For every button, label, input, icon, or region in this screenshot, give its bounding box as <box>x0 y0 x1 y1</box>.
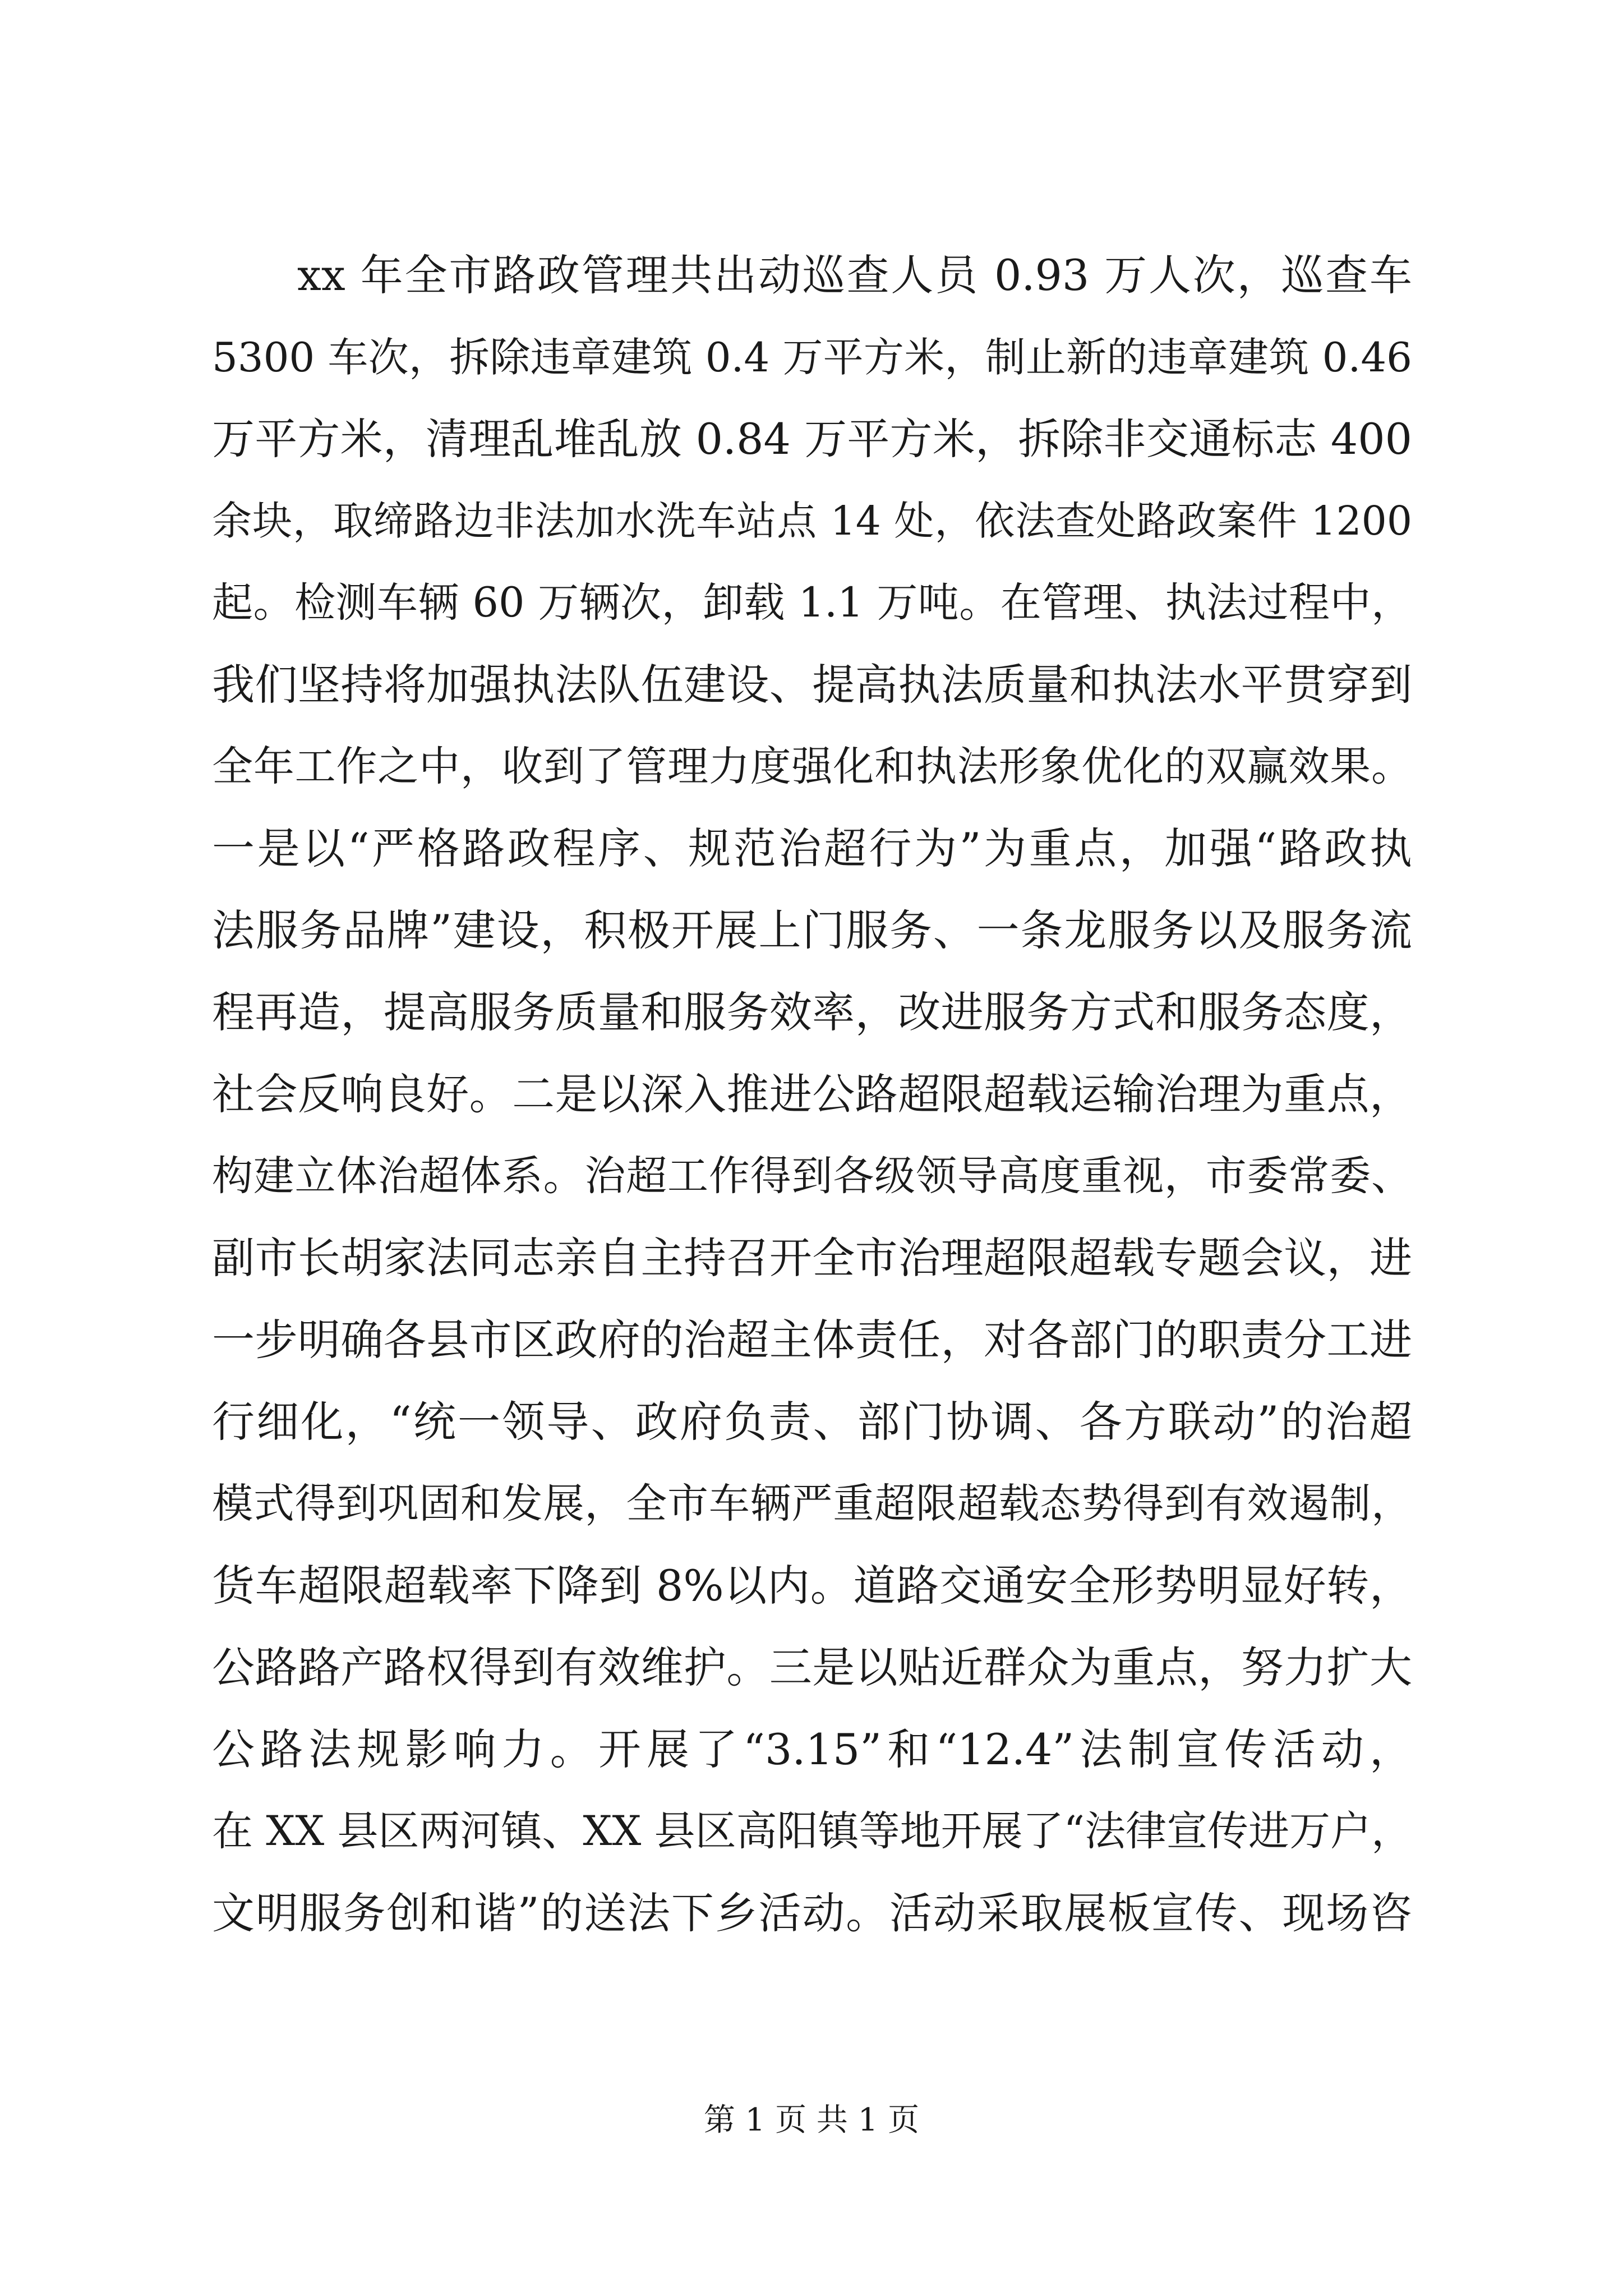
text-line-14: 一步明确各县市区政府的治超主体责任，对各部门的职责分工进 <box>212 1315 1412 1365</box>
text-line-12: 构建立体治超体系。治超工作得到各级领导高度重视，市委常委、 <box>212 1152 1412 1200</box>
text-line-3: 万平方米，清理乱堆乱放 0.84 万平方米，拆除非交通标志 400 <box>212 414 1412 464</box>
text-line-17: 货车超限超载率下降到 8%以内。道路交通安全形势明显好转， <box>212 1561 1412 1611</box>
text-line-20: 在 XX 县区两河镇、XX 县区高阳镇等地开展了“法律宣传进万户， <box>212 1807 1412 1855</box>
text-line-4: 余块，取缔路边非法加水洗车站点 14 处，依法查处路政案件 1200 <box>212 498 1412 544</box>
text-line-11: 社会反响良好。二是以深入推进公路超限超载运输治理为重点， <box>212 1069 1412 1119</box>
text-line-15: 行细化，“统一领导、政府负责、部门协调、各方联动”的治超 <box>212 1397 1412 1447</box>
text-line-21: 文明服务创和谐”的送法下乡活动。活动采取展板宣传、现场咨 <box>212 1888 1412 1938</box>
page-footer <box>0 2098 1623 2143</box>
text-line-5: 起。检测车辆 60 万辆次，卸载 1.1 万吨。在管理、执法过程中， <box>212 579 1412 627</box>
text-line-1: xx 年全市路政管理共出动巡查人员 0.93 万人次，巡查车 <box>297 250 1412 300</box>
text-line-7: 全年工作之中，收到了管理力度强化和执法形象优化的双赢效果。 <box>212 743 1412 790</box>
body-paragraph <box>212 234 1412 1954</box>
text-line-13: 副市长胡家法同志亲自主持召开全市治理超限超载专题会议，进 <box>212 1233 1412 1283</box>
page-number-label: 第 1 页 共 1 页 <box>703 2102 920 2138</box>
text-line-18: 公路路产路权得到有效维护。三是以贴近群众为重点，努力扩大 <box>212 1642 1412 1692</box>
text-line-8: 一是以“严格路政程序、规范治超行为”为重点，加强“路政执 <box>212 823 1412 873</box>
text-line-10: 程再造，提高服务质量和服务效率，改进服务方式和服务态度， <box>212 987 1412 1037</box>
text-line-6: 我们坚持将加强执法队伍建设、提高执法质量和执法水平贯穿到 <box>212 660 1412 710</box>
text-line-19: 公路法规影响力。开展了“3.15”和“12.4”法制宣传活动， <box>212 1724 1412 1774</box>
text-line-16: 模式得到巩固和发展，全市车辆严重超限超载态势得到有效遏制， <box>212 1480 1412 1527</box>
text-line-9: 法服务品牌”建设，积极开展上门服务、一条龙服务以及服务流 <box>212 905 1412 955</box>
text-line-2: 5300 车次，拆除违章建筑 0.4 万平方米，制止新的违章建筑 0.46 <box>212 334 1412 381</box>
